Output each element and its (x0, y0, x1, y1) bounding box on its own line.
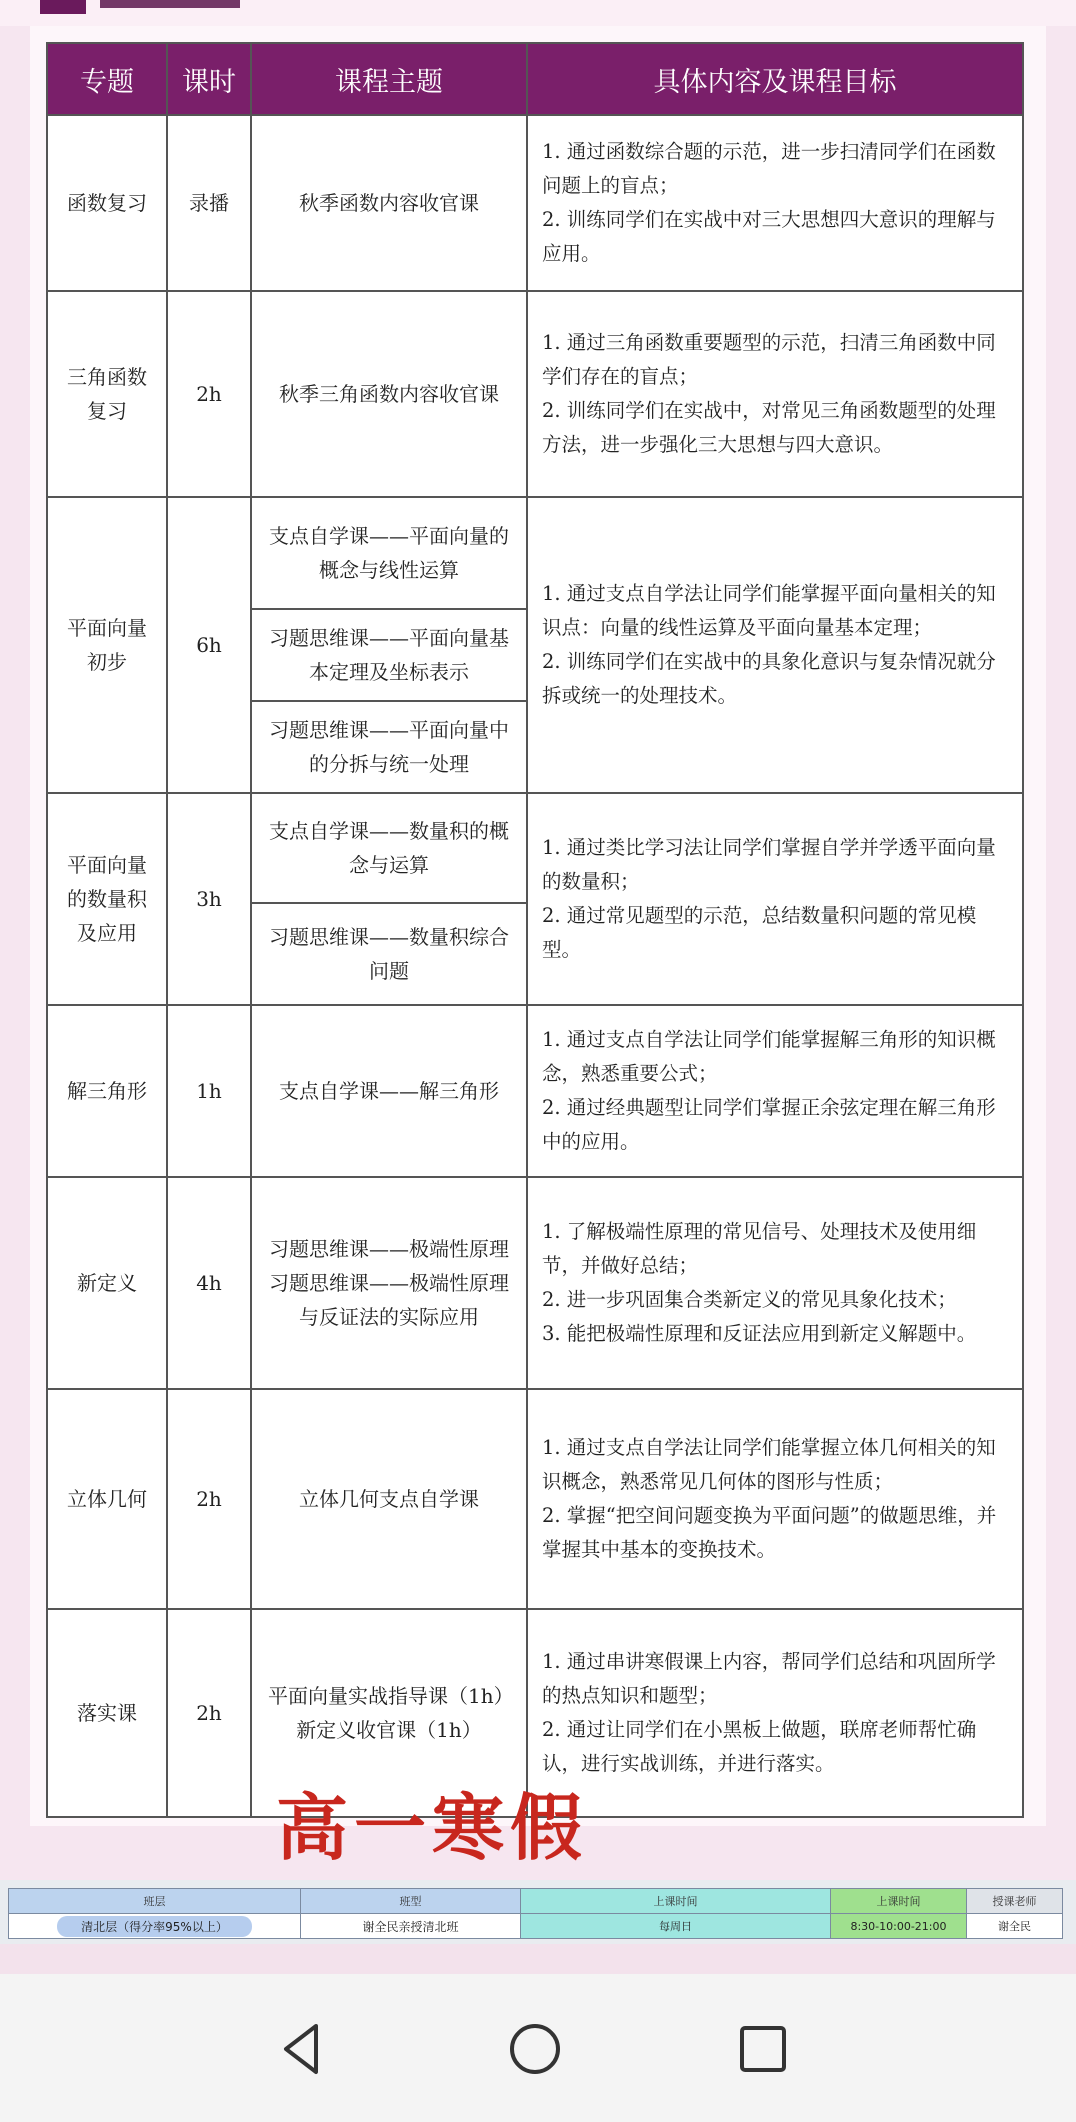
goal-line: 2. 掌握“把空间问题变换为平面问题”的做题思维，并掌握其中基本的变换技术。 (542, 1504, 997, 1561)
schedule-header-row (9, 1889, 1063, 1914)
schedule-cell: 谢全民亲授清北班 (301, 1914, 521, 1939)
header-hours: 课时 (167, 43, 251, 115)
page-bottom-margin (0, 1944, 1076, 1974)
schedule-cell: 8:30-10:00-21:00 (831, 1914, 967, 1939)
schedule-cell (9, 1914, 301, 1939)
table-row (47, 793, 1023, 903)
table-row (47, 1005, 1023, 1177)
theme-cell: 秋季三角函数内容收官课 (251, 291, 527, 497)
header-goals: 具体内容及课程目标 (527, 43, 1023, 115)
course-table (46, 42, 1024, 1818)
theme-cell: 支点自学课——解三角形 (251, 1005, 527, 1177)
hours-cell: 2h (167, 1389, 251, 1609)
theme-cell: 秋季函数内容收官课 (251, 115, 527, 291)
goal-line: 2. 训练同学们在实战中的具象化意识与复杂情况就分拆或统一的处理技术。 (542, 650, 996, 707)
header-theme: 课程主题 (251, 43, 527, 115)
hours-cell: 2h (167, 1609, 251, 1817)
hours-cell: 4h (167, 1177, 251, 1389)
hours-cell: 录播 (167, 115, 251, 291)
back-icon (268, 2014, 338, 2084)
topic-cell: 三角函数复习 (47, 291, 167, 497)
android-navigation-bar (0, 1974, 1076, 2122)
goal-line: 1. 通过函数综合题的示范，进一步扫清同学们在函数问题上的盲点； (542, 140, 996, 197)
goal-line: 2. 训练同学们在实战中，对常见三角函数题型的处理方法，进一步强化三大思想与四大意识。 (542, 399, 996, 456)
table-header-row (47, 43, 1023, 115)
schedule-table (8, 1888, 1063, 1939)
hours-cell: 6h (167, 497, 251, 793)
schedule-header: 上课时间 (521, 1889, 831, 1914)
topic-cell: 解三角形 (47, 1005, 167, 1177)
goals-cell (527, 1177, 1023, 1389)
hours-cell: 3h (167, 793, 251, 1005)
theme-line: 新定义收官课（1h） (296, 1718, 482, 1742)
goals-cell (527, 1389, 1023, 1609)
home-button[interactable] (500, 2014, 570, 2084)
goals-cell (527, 793, 1023, 1005)
topic-cell: 立体几何 (47, 1389, 167, 1609)
goal-line: 1. 了解极端性原理的常见信号、处理技术及使用细节，并做好总结； (542, 1220, 977, 1277)
topic-cell: 平面向量的数量积及应用 (47, 793, 167, 1005)
theme-line: 平面向量实战指导课（1h） (268, 1684, 514, 1708)
schedule-row (9, 1914, 1063, 1939)
header-topic: 专题 (47, 43, 167, 115)
home-icon (500, 2014, 570, 2084)
goals-cell (527, 115, 1023, 291)
schedule-cell: 谢全民 (967, 1914, 1063, 1939)
goal-line: 1. 通过支点自学法让同学们能掌握解三角形的知识概念，熟悉重要公式； (542, 1028, 996, 1085)
schedule-strip (0, 1880, 1076, 1944)
recents-icon (728, 2014, 798, 2084)
goal-line: 1. 通过支点自学法让同学们能掌握立体几何相关的知识概念，熟悉常见几何体的图形与性质； (542, 1436, 996, 1493)
watermark-title: 高一寒假 (276, 1786, 589, 1870)
goal-line: 2. 进一步巩固集合类新定义的常见具象化技术； (542, 1288, 957, 1311)
back-button[interactable] (268, 2014, 338, 2084)
schedule-header: 班型 (301, 1889, 521, 1914)
schedule-header: 班层 (9, 1889, 301, 1914)
theme-line: 习题思维课——极端性原理与反证法的实际应用 (269, 1271, 509, 1329)
goals-cell (527, 291, 1023, 497)
table-row (47, 1177, 1023, 1389)
theme-cell: 立体几何支点自学课 (251, 1389, 527, 1609)
goals-cell (527, 1609, 1023, 1817)
goal-line: 1. 通过串讲寒假课上内容，帮同学们总结和巩固所学的热点知识和题型； (542, 1650, 996, 1707)
goals-cell (527, 1005, 1023, 1177)
theme-cell: 习题思维课——平面向量基本定理及坐标表示 (251, 609, 527, 701)
topic-cell: 函数复习 (47, 115, 167, 291)
section-title-cropped (100, 0, 240, 8)
goal-line: 1. 通过三角函数重要题型的示范，扫清三角函数中同学们存在的盲点； (542, 331, 996, 388)
class-level-badge: 清北层（得分率95%以上） (57, 1916, 252, 1937)
theme-line: 习题思维课——极端性原理 (269, 1237, 509, 1261)
section-marker (40, 0, 86, 14)
theme-cell: 习题思维课——平面向量中的分拆与统一处理 (251, 701, 527, 793)
theme-cell (251, 1177, 527, 1389)
goal-line: 2. 通过经典题型让同学们掌握正余弦定理在解三角形中的应用。 (542, 1096, 996, 1153)
goal-line: 2. 通过让同学们在小黑板上做题，联席老师帮忙确认，进行实战训练，并进行落实。 (542, 1718, 977, 1775)
theme-cell: 支点自学课——数量积的概念与运算 (251, 793, 527, 903)
goal-line: 2. 训练同学们在实战中对三大思想四大意识的理解与应用。 (542, 208, 996, 265)
schedule-header: 上课时间 (831, 1889, 967, 1914)
hours-cell: 2h (167, 291, 251, 497)
table-row (47, 497, 1023, 609)
theme-cell: 支点自学课——平面向量的概念与线性运算 (251, 497, 527, 609)
top-banner (0, 0, 1076, 26)
goals-cell (527, 497, 1023, 793)
recents-button[interactable] (728, 2014, 798, 2084)
goal-line: 1. 通过支点自学法让同学们能掌握平面向量相关的知识点：向量的线性运算及平面向量基本定理； (542, 582, 996, 639)
table-row (47, 115, 1023, 291)
goal-line: 2. 通过常见题型的示范，总结数量积问题的常见模型。 (542, 904, 977, 961)
topic-cell: 平面向量初步 (47, 497, 167, 793)
theme-cell: 习题思维课——数量积综合问题 (251, 903, 527, 1005)
hours-cell: 1h (167, 1005, 251, 1177)
goal-line: 1. 通过类比学习法让同学们掌握自学并学透平面向量的数量积； (542, 836, 996, 893)
goal-line: 3. 能把极端性原理和反证法应用到新定义解题中。 (542, 1322, 977, 1345)
table-row (47, 1389, 1023, 1609)
topic-cell: 新定义 (47, 1177, 167, 1389)
topic-cell: 落实课 (47, 1609, 167, 1817)
table-row (47, 291, 1023, 497)
schedule-cell: 每周日 (521, 1914, 831, 1939)
schedule-header: 授课老师 (967, 1889, 1063, 1914)
